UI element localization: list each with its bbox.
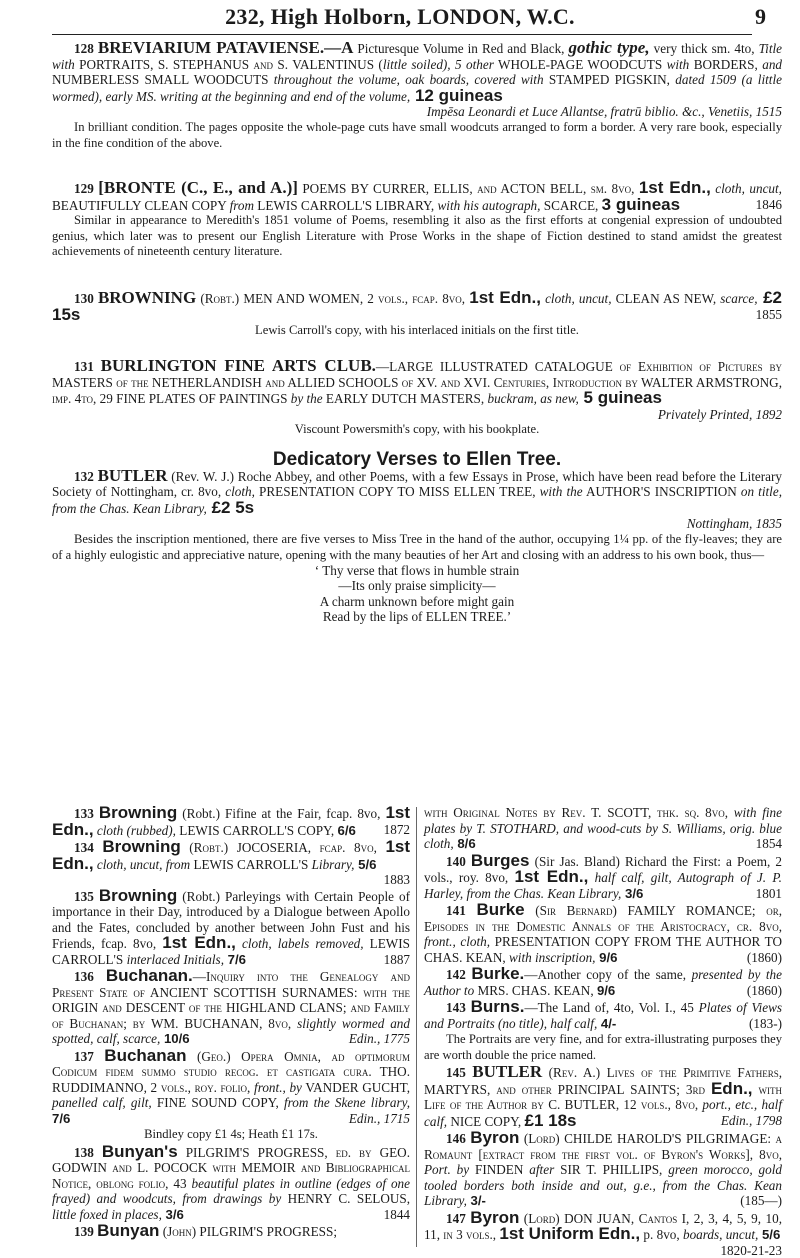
page-number: 9 [755, 4, 766, 29]
lot-132: Dedicatory Verses to Ellen Tree. 132 BUTLER (Rev. W. J.) Roche Abbey, and other Poems, with a few Essays in Prose, which have been read before the Literary Society of Nottingham, cr. 8vo, cloth, PRESENTATION COPY TO MISS ELLEN TREE, with the AUTHOR'S INSCRIPTION on title, from the Chas. Kean Library, £2 5s Nottingham, 1835 Besides the inscription mentioned, there are five verses to Miss Tree in the hand of the author, occupying 1¼ pp. of the fly-leaves; they are of a highly eulogistic and appreciative nature, opening with the many beauties of her Art and closing with an address to his own book, thus— ‘ Thy verse that flows in humble strain —Its only praise simplicity— A charm unknown before might gain Read by the lips of ELLEN TREE.’ [52, 449, 783, 624]
lot-129: 129 [BRONTE (C., E., and A.)] POEMS BY CURRER, ELLIS, and ACTON BELL, sm. 8vo, 1st Edn., cloth, uncut, BEAUTIFULLY CLEAN COPY from LEWIS CARROLL'S LIBRARY, with his autograph, SCARCE, 3 guineas 1846 Similar in appearance to Meredith's 1851 volume of Poems, resembling it also as the first efforts at congenial expression of undoubted genius, which later was to present our English Literature with Prose Works in the shape of Fiction destined to stand amidst the greatest achievements of nineteenth century literature. [52, 178, 782, 259]
lot-140: 140 Burges (Sir Jas. Bland) Richard the First: a Poem, 2 vols., roy. 8vo, 1st Edn., half calf, gilt, Autograph of J. P. Harley, from the Chas. Kean Library, 3/6 1801 [424, 850, 783, 901]
lot-130: 130 BROWNING (Robt.) MEN AND WOMEN, 2 vols., fcap. 8vo, 1st Edn., cloth, uncut, CLEAN AS NEW, scarce, £2 15s 1855 Lewis Carroll's copy, with his interlaced initials on the first title. [52, 288, 782, 338]
lot-title: BREVIARIUM PATAVIENSE.—A [97, 38, 354, 57]
lot-title: [BRONTE (C., E., and A.)] [98, 178, 298, 197]
lot-imprint: Impēsa Leonardi et Luce Allantse, fratrū biblio. &c., Venetiis, 1515 [426, 104, 782, 120]
lot-138: 138 Bunyan's PILGRIM'S PROGRESS, ed. by GEO. GODWIN and L. POCOCK with MEMOIR and Bibliographical Notice, oblong folio, 43 beautiful plates in outline (edges of one frayed) and woodcuts, from drawings by HENRY C. SELOUS, little foxed in places, 3/6 1844 [52, 1141, 410, 1222]
lot-price: 7/6 [224, 951, 246, 967]
lot-price: 9/6 [595, 949, 618, 965]
lot-145: 145 BUTLER (Rev. A.) Lives of the Primitive Fathers, MARTYRS, and other PRINCIPAL SAINTS; 3rd Edn., with Life of the Author by C. BUTLER, 12 vols., 8vo, port., etc., half calf, NICE COPY, £1 18s Edin., 1798 [424, 1062, 783, 1130]
lot-title: BROWNING [97, 288, 197, 307]
lot-note: The Portraits are very fine, and for extra-illustrating purposes they are worth double the price named. [424, 1032, 782, 1062]
lot-price: 5/6 [354, 856, 377, 872]
lot-title: BUTLER [97, 465, 168, 485]
lot-title: Byron [470, 1207, 520, 1227]
lot-137: 137 Buchanan (Geo.) Opera Omnia, ad optimorum Codicum fidem summo studio recog. et castigata cura. THO. RUDDIMANNO, 2 vols., roy. folio, front., by VANDER GUCHT, panelled calf, gilt, FINE SOUND COPY, from the Skene library, 7/6 Edin., 1715 [52, 1045, 410, 1126]
lot-number: 128 [74, 41, 94, 56]
lot-imprint: Nottingham, 1835 [686, 516, 782, 532]
lot-price: 3/- [466, 1193, 486, 1208]
lot-number: 132 [74, 468, 94, 484]
lot-134: 134 Browning (Robt.) JOCOSERIA, fcap. 8vo, 1st Edn., cloth, uncut, from LEWIS CARROLL'S Library, 5/6 1883 [52, 837, 411, 887]
lot-title: Burke [476, 900, 525, 919]
lot-title: Burns. [470, 997, 525, 1016]
lot-143: 143 Burns.—The Land of, 4to, Vol. I., 45 Plates of Views and Portraits (no title), half calf, 4/- (183-) [424, 997, 783, 1031]
running-title: 232, High Holborn, LONDON, W.C. [225, 4, 575, 29]
verse-block [52, 563, 782, 624]
verse-line: ‘ Thy verse that flows in humble strain [314, 563, 520, 579]
verse-line: A charm unknown before might gain [319, 593, 515, 609]
lot-number: 129 [74, 181, 94, 196]
lot-title: Bunyan [97, 1221, 160, 1240]
verse-line: —Its only praise simplicity— [338, 578, 496, 594]
lot-price: £2 15s [52, 288, 782, 324]
lot-title: Browning [102, 837, 181, 856]
lot-139: 139 Bunyan (John) PILGRIM'S PROGRESS; [74, 1221, 338, 1240]
running-head [0, 4, 800, 30]
lot-price: 4/- [597, 1015, 617, 1031]
lot-price: 3/6 [161, 1206, 184, 1222]
lot-price: 5 guineas [578, 388, 662, 408]
lot-title: Burges [470, 850, 530, 870]
lot-year: 1846 [755, 196, 782, 212]
lot-number: 130 [74, 291, 94, 306]
lot-price: 10/6 [160, 1031, 190, 1046]
lot-146: 146 Byron (Lord) CHILDE HAROLD'S PILGRIMAGE: a Romaunt [extract from the first vol. of Byron's Works], 8vo, Port. by FINDEN after SIR T. PHILLIPS, green morocco, gold tooled borders both inside and out, g.e., from the Chas. Kean Library, 3/- (185—) [424, 1128, 783, 1208]
lot-price: 9/6 [596, 982, 616, 998]
lot-note: Bindley copy £1 4s; Heath £1 17s. [144, 1127, 318, 1141]
lot-title: Browning [98, 803, 178, 822]
lot-imprint: Privately Printed, 1892 [657, 406, 782, 422]
lot-136: 136 Buchanan.—Inquiry into the Genealogy and Present State of ANCIENT SCOTTISH SURNAMES: with the ORIGIN and DESCENT of the HIGHLAND CLANS; and Family of Buchanan; by WM. BUCHANAN, 8vo, slightly wormed and spotted, calf, scarce, 10/6 Edin., 1775 [52, 966, 410, 1046]
lot-year: 1855 [755, 306, 782, 322]
lot-128: 128 BREVIARIUM PATAVIENSE.—A Picturesque Volume in Red and Black, gothic type, very thick sm. 4to, Title with PORTRAITS, S. STEPHANUS and S. VALENTINUS (little soiled), 5 other WHOLE-PAGE WOODCUTS with BORDERS, and NUMBERLESS SMALL WOODCUTS throughout the volume, oak boards, covered with STAMPED PIGSKIN, dated 1509 (a little wormed), early MS. writing at the beginning and end of the volume, 12 guineas Impēsa Leonardi et Luce Allantse, fratrū biblio. &c., Venetiis, 1515 In brilliant condition. The pages opposite the whole-page cuts have small woodcuts arranged to form a border. A very rare book, especially in the fine condition of the above. [52, 38, 783, 150]
lot-price: 5/6 [758, 1227, 781, 1242]
lot-price: £2 5s [206, 497, 255, 517]
gothic-type: gothic type, [568, 38, 650, 57]
lot-title: Browning [98, 885, 178, 905]
lot-note: Besides the inscription mentioned, there are five verses to Miss Tree in the hand of the author, occupying 1¼ pp. of the fly-leaves; they are of a highly eulogistic and appreciative nature, opening with the many beauties of her Art and closing with an address to his own book, thus— [52, 531, 782, 562]
lot-135: 135 Browning (Robt.) Parleyings with Certain People of importance in their Day, introduced by a Dialogue between Apollo and the Fates, concluded by another between John Fust and his Friends, fcap. 8vo, 1st Edn., cloth, labels removed, LEWIS CARROLL'S interlaced Initials, 7/6 1887 [52, 885, 410, 967]
lot-note: Lewis Carroll's copy, with his interlaced initials on the first title. [255, 323, 579, 338]
section-heading: Dedicatory Verses to Ellen Tree. [272, 449, 562, 470]
lot-number: 131 [74, 359, 94, 374]
lot-133: 133 Browning (Robt.) Fifine at the Fair, fcap. 8vo, 1st Edn., cloth (rubbed), LEWIS CARROLL'S COPY, 6/6 1872 [52, 803, 411, 839]
header-rule [52, 34, 752, 35]
lot-title: Burke. [471, 964, 525, 983]
lot-price: 3/6 [621, 885, 644, 901]
lot-note: In brilliant condition. The pages opposite the whole-page cuts have small woodcuts arranged to form a border. A very rare book, especially in the fine condition of the above. [52, 119, 782, 150]
lot-title: Buchanan [104, 1045, 187, 1065]
lot-price: £1 18s [524, 1110, 577, 1130]
lot-note: Similar in appearance to Meredith's 1851 volume of Poems, resembling it also as the first efforts at congenial expression of undoubted genius, which later was to present our English Literature with Prose Works in the shape of Fiction destined to stand amidst the greatest achievements of nineteenth century literature. [52, 213, 782, 259]
lot-price: 8/6 [453, 836, 476, 851]
lot-title: BURLINGTON FINE ARTS CLUB. [100, 356, 376, 375]
lot-title: Byron [470, 1128, 520, 1147]
lot-price: 6/6 [337, 822, 356, 838]
lot-131: 131 BURLINGTON FINE ARTS CLUB.—LARGE ILLUSTRATED CATALOGUE of Exhibition of Pictures by MASTERS of the NETHERLANDISH and ALLIED SCHOOLS of XV. and XVI. Centuries, Introduction by WALTER ARMSTRONG, imp. 4to, 29 FINE PLATES OF PAINTINGS by the EARLY DUTCH MASTERS, buckram, as new, 5 guineas Privately Printed, 1892 Viscount Powersmith's copy, with his bookplate. [52, 356, 783, 437]
lot-142: 142 Burke.—Another copy of the same, presented by the Author to MRS. CHAS. KEAN, 9/6 (1860) [424, 964, 783, 998]
column-divider [416, 807, 417, 1247]
lot-title: BUTLER [472, 1062, 543, 1081]
left-column [52, 805, 410, 1241]
lot-price: 3 guineas [601, 194, 681, 214]
right-column [424, 805, 782, 1258]
two-column-listing [52, 803, 783, 1258]
lot-title: Bunyan's [101, 1141, 178, 1161]
lot-title: Buchanan. [105, 966, 193, 985]
verse-line: Read by the lips of ELLEN TREE.’ [322, 608, 512, 624]
lot-139-continued: with Original Notes by Rev. T. SCOTT, thk. sq. 8vo, with fine plates by T. STOTHARD, and wood-cuts by S. Williams, orig. blue cloth, 8/6 1854 [424, 805, 783, 851]
lot-price: 12 guineas [410, 85, 503, 105]
lot-note: Viscount Powersmith's copy, with his bookplate. [294, 422, 540, 437]
lot-price: 7/6 [52, 1110, 71, 1126]
lot-141: 141 Burke (Sir Bernard) FAMILY ROMANCE; or, Episodes in the Domestic Annals of the Aristocracy, cr. 8vo, front., cloth, PRESENTATION COPY FROM THE AUTHOR TO CHAS. KEAN, with inscription, 9/6 (1860) [424, 900, 782, 965]
lot-147: 147 Byron (Lord) DON JUAN, Cantos I, 2, 3, 4, 5, 9, 10, 11, in 3 vols., 1st Uniform Edn., p. 8vo, boards, uncut, 5/6 1820-21-23 [424, 1207, 783, 1258]
